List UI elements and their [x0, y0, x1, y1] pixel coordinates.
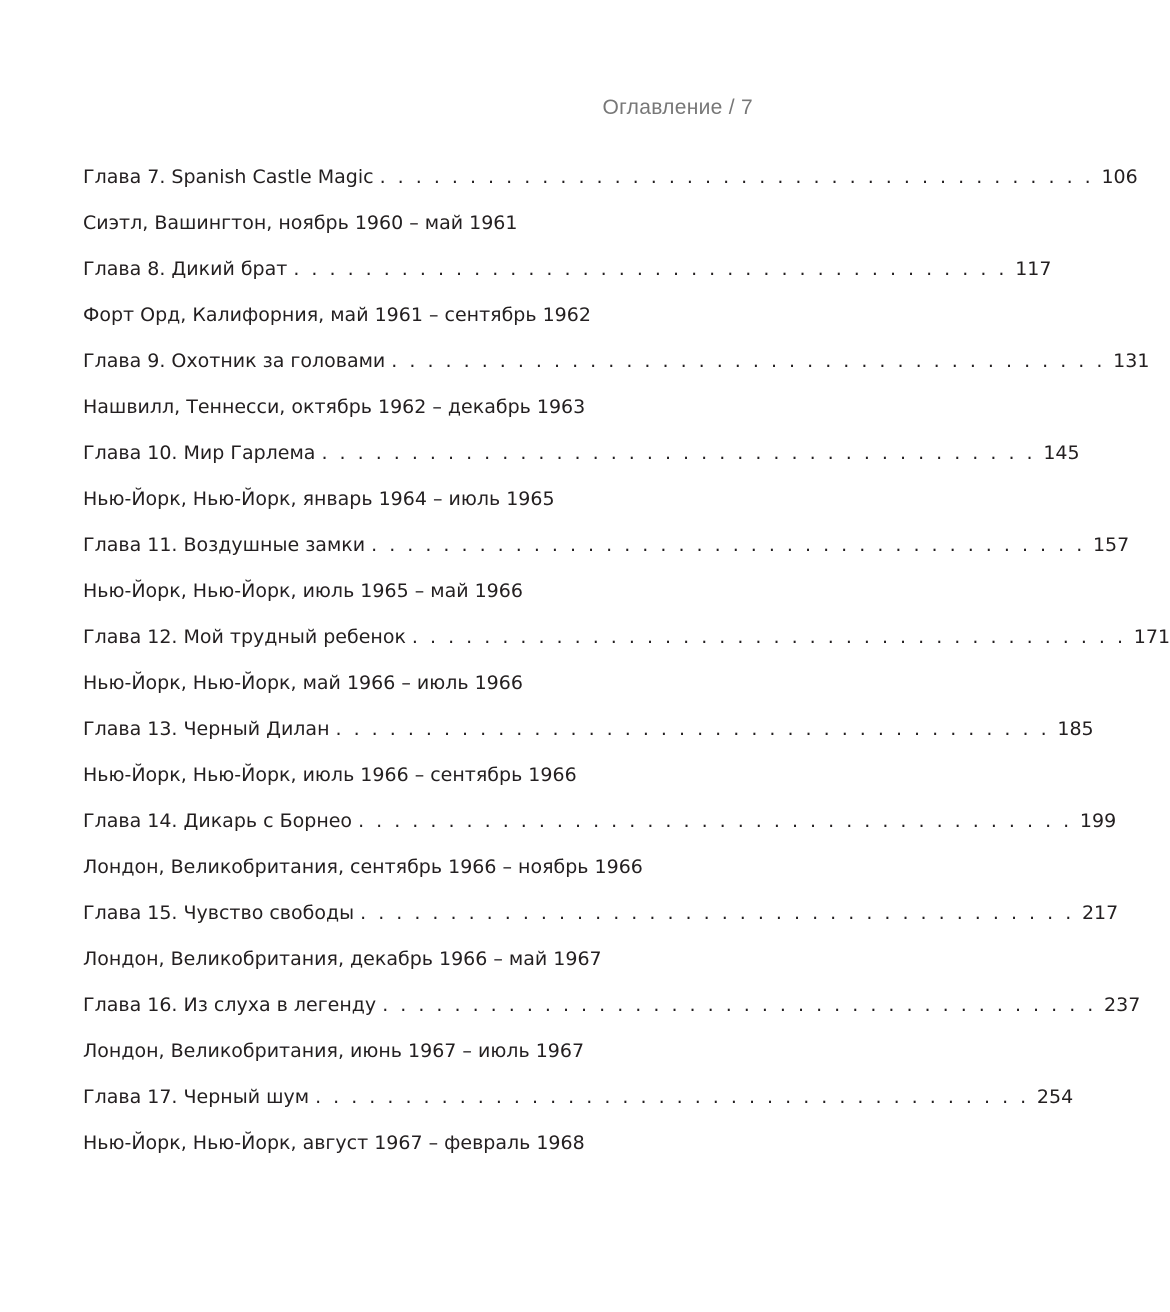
- chapter-title: Глава 15. Чувство свободы: [83, 902, 355, 924]
- chapter-title: Глава 14. Дикарь с Борнео: [83, 810, 353, 832]
- toc-place-row: [83, 936, 723, 982]
- page-number: 237: [1104, 994, 1141, 1016]
- dot-leader: . . . . . . . . . . . . . . . . . . . . . . . . . . . . . . . . . . . . . . . .: [391, 350, 1106, 372]
- place-date: Нью-Йорк, Нью-Йорк, май 1966 – июль 1966: [83, 672, 523, 694]
- toc-chapter-row: [83, 1074, 1074, 1120]
- dot-leader: . . . . . . . . . . . . . . . . . . . . . . . . . . . . . . . . . . . . . . . .: [321, 442, 1036, 464]
- toc-place-row: [83, 476, 723, 522]
- toc-chapter-row: [83, 890, 1119, 936]
- toc-place-row: [83, 200, 723, 246]
- toc-chapter-row: [83, 706, 1094, 752]
- chapter-title: Глава 13. Черный Дилан: [83, 718, 330, 740]
- running-head: Оглавление / 7: [602, 96, 753, 119]
- toc-place-row: [83, 1120, 723, 1166]
- toc-place-row: [83, 844, 723, 890]
- page-number: 254: [1036, 1086, 1074, 1108]
- chapter-title: Глава 11. Воздушные замки: [83, 534, 366, 556]
- dot-leader: . . . . . . . . . . . . . . . . . . . . . . . . . . . . . . . . . . . . . . . .: [315, 1086, 1030, 1108]
- chapter-title: Глава 8. Дикий брат: [83, 258, 288, 280]
- page-number: 199: [1079, 810, 1117, 832]
- toc-chapter-row: [83, 154, 1138, 200]
- toc-chapter-row: [83, 614, 1170, 660]
- page-number: 145: [1043, 442, 1080, 464]
- place-date: Форт Орд, Калифорния, май 1961 – сентябрь 1962: [83, 304, 591, 326]
- place-date: Лондон, Великобритания, июнь 1967 – июль 1967: [83, 1040, 585, 1062]
- toc-place-row: [83, 292, 723, 338]
- toc-chapter-row: [83, 522, 1130, 568]
- toc-chapter-row: [83, 798, 1117, 844]
- place-date: Нью-Йорк, Нью-Йорк, июль 1966 – сентябрь 1966: [83, 764, 577, 786]
- page-number: 171: [1133, 626, 1170, 648]
- toc-place-row: [83, 1028, 723, 1074]
- chapter-title: Глава 7. Spanish Castle Magic: [83, 166, 374, 188]
- place-date: Лондон, Великобритания, декабрь 1966 – май 1967: [83, 948, 602, 970]
- chapter-title: Глава 10. Мир Гарлема: [83, 442, 316, 464]
- dot-leader: . . . . . . . . . . . . . . . . . . . . . . . . . . . . . . . . . . . . . . . .: [335, 718, 1050, 740]
- toc-place-row: [83, 660, 723, 706]
- place-date: Нью-Йорк, Нью-Йорк, январь 1964 – июль 1965: [83, 488, 555, 510]
- dot-leader: . . . . . . . . . . . . . . . . . . . . . . . . . . . . . . . . . . . . . . . .: [379, 166, 1094, 188]
- toc-place-row: [83, 384, 723, 430]
- place-date: Нашвилл, Теннесси, октябрь 1962 – декабрь 1963: [83, 396, 586, 418]
- chapter-title: Глава 17. Черный шум: [83, 1086, 310, 1108]
- dot-leader: . . . . . . . . . . . . . . . . . . . . . . . . . . . . . . . . . . . . . . . .: [293, 258, 1008, 280]
- toc-place-row: [83, 568, 723, 614]
- chapter-title: Глава 9. Охотник за головами: [83, 350, 386, 372]
- toc-chapter-row: [83, 246, 1052, 292]
- dot-leader: . . . . . . . . . . . . . . . . . . . . . . . . . . . . . . . . . . . . . . . .: [360, 902, 1075, 924]
- table-of-contents: [83, 154, 1170, 1166]
- dot-leader: . . . . . . . . . . . . . . . . . . . . . . . . . . . . . . . . . . . . . . . .: [382, 994, 1097, 1016]
- place-date: Нью-Йорк, Нью-Йорк, август 1967 – февраль 1968: [83, 1132, 585, 1154]
- page-number: 185: [1057, 718, 1094, 740]
- place-date: Лондон, Великобритания, сентябрь 1966 – ноябрь 1966: [83, 856, 643, 878]
- toc-chapter-row: [83, 982, 1141, 1028]
- page-number: 217: [1081, 902, 1119, 924]
- dot-leader: . . . . . . . . . . . . . . . . . . . . . . . . . . . . . . . . . . . . . . . .: [358, 810, 1073, 832]
- dot-leader: . . . . . . . . . . . . . . . . . . . . . . . . . . . . . . . . . . . . . . . .: [371, 534, 1086, 556]
- place-date: Нью-Йорк, Нью-Йорк, июль 1965 – май 1966: [83, 580, 523, 602]
- chapter-title: Глава 16. Из слуха в легенду: [83, 994, 377, 1016]
- dot-leader: . . . . . . . . . . . . . . . . . . . . . . . . . . . . . . . . . . . . . . . .: [411, 626, 1127, 648]
- toc-chapter-row: [83, 430, 1080, 476]
- place-date: Сиэтл, Вашингтон, ноябрь 1960 – май 1961: [83, 212, 518, 234]
- page-number: 131: [1113, 350, 1150, 372]
- page-number: 106: [1101, 166, 1138, 188]
- toc-chapter-row: [83, 338, 1150, 384]
- toc-place-row: [83, 752, 723, 798]
- page-number: 117: [1015, 258, 1052, 280]
- chapter-title: Глава 12. Мой трудный ребенок: [83, 626, 406, 648]
- page-number: 157: [1092, 534, 1130, 556]
